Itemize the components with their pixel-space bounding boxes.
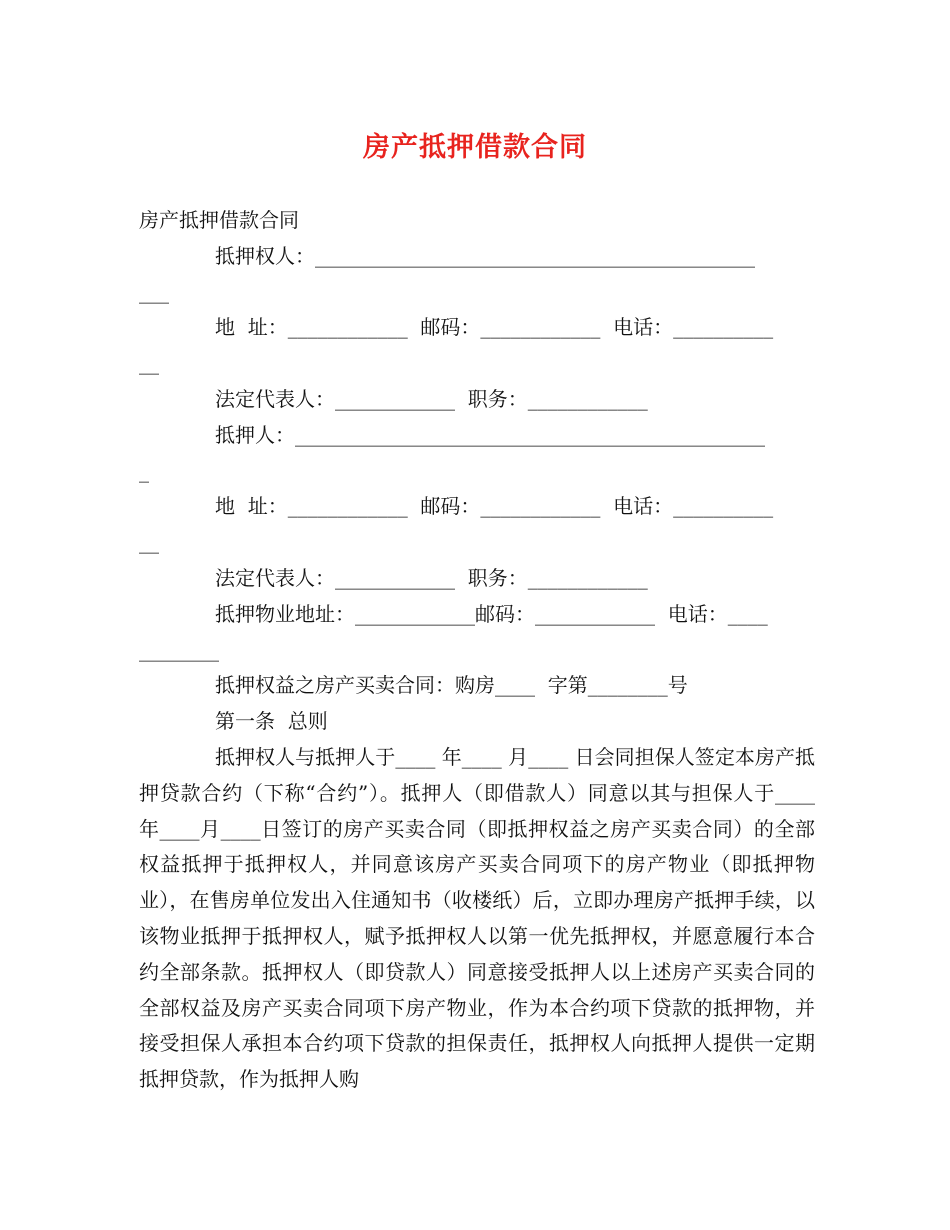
mortgagor-address-wrap: __	[139, 530, 159, 555]
mortgagee-representative-line: 法定代表人：____________ 职务：____________	[215, 386, 648, 411]
mortgagee-address-wrap: __	[139, 351, 159, 376]
mortgagor-line-wrap: _	[139, 458, 149, 483]
mortgagee-line-wrap: ___	[139, 279, 169, 304]
mortgagor-representative-line: 法定代表人：____________ 职务：____________	[215, 565, 648, 590]
property-address-wrap: ________	[139, 637, 219, 662]
article-one-heading: 第一条 总则	[215, 709, 328, 734]
document-title: 房产抵押借款合同	[363, 132, 587, 163]
article-one-paragraph: 抵押权人与抵押人于____ 年____ 月____ 日会同担保人签定本房产抵押贷款合约（下称“合约”）。抵押人（即借款人）同意以其与担保人于____ 年____月____日签订的房产买卖合同（即抵押权益之房产买卖合同）的全部权益抵押于抵押权人，并同意该房产买卖合同项下的房产物业（即抵押物业），在售房单位发出入住通知书（收楼纸）后，立即办理房产抵押手续，以该物业抵押于抵押权人，赋予抵押权人以第一优先抵押权，并愿意履行本合约全部条款。抵押权人（即贷款人）同意接受抵押人以上述房产买卖合同的全部权益及房产买卖合同项下房产物业，作为本合约项下贷款的抵押物，并接受担保人承担本合约项下贷款的担保责任，抵押权人向抵押人提供一定期抵押贷款，作为抵押人购	[139, 744, 815, 1092]
purchase-contract-line: 抵押权益之房产买卖合同：购房____ 字第________号	[215, 673, 688, 698]
mortgagor-address-line: 地 址：____________ 邮码：____________ 电话：__________	[215, 494, 774, 519]
document-body	[139, 203, 815, 1098]
contract-heading: 房产抵押借款合同	[139, 208, 299, 232]
mortgagor-line: 抵押人：_______________________________________________	[215, 422, 765, 447]
mortgagee-address-line: 地 址：____________ 邮码：____________ 电话：__________	[215, 315, 774, 340]
property-address-line: 抵押物业地址：____________邮码：____________ 电话：____	[215, 601, 768, 626]
mortgagee-line: 抵押权人：____________________________________________	[215, 243, 755, 268]
